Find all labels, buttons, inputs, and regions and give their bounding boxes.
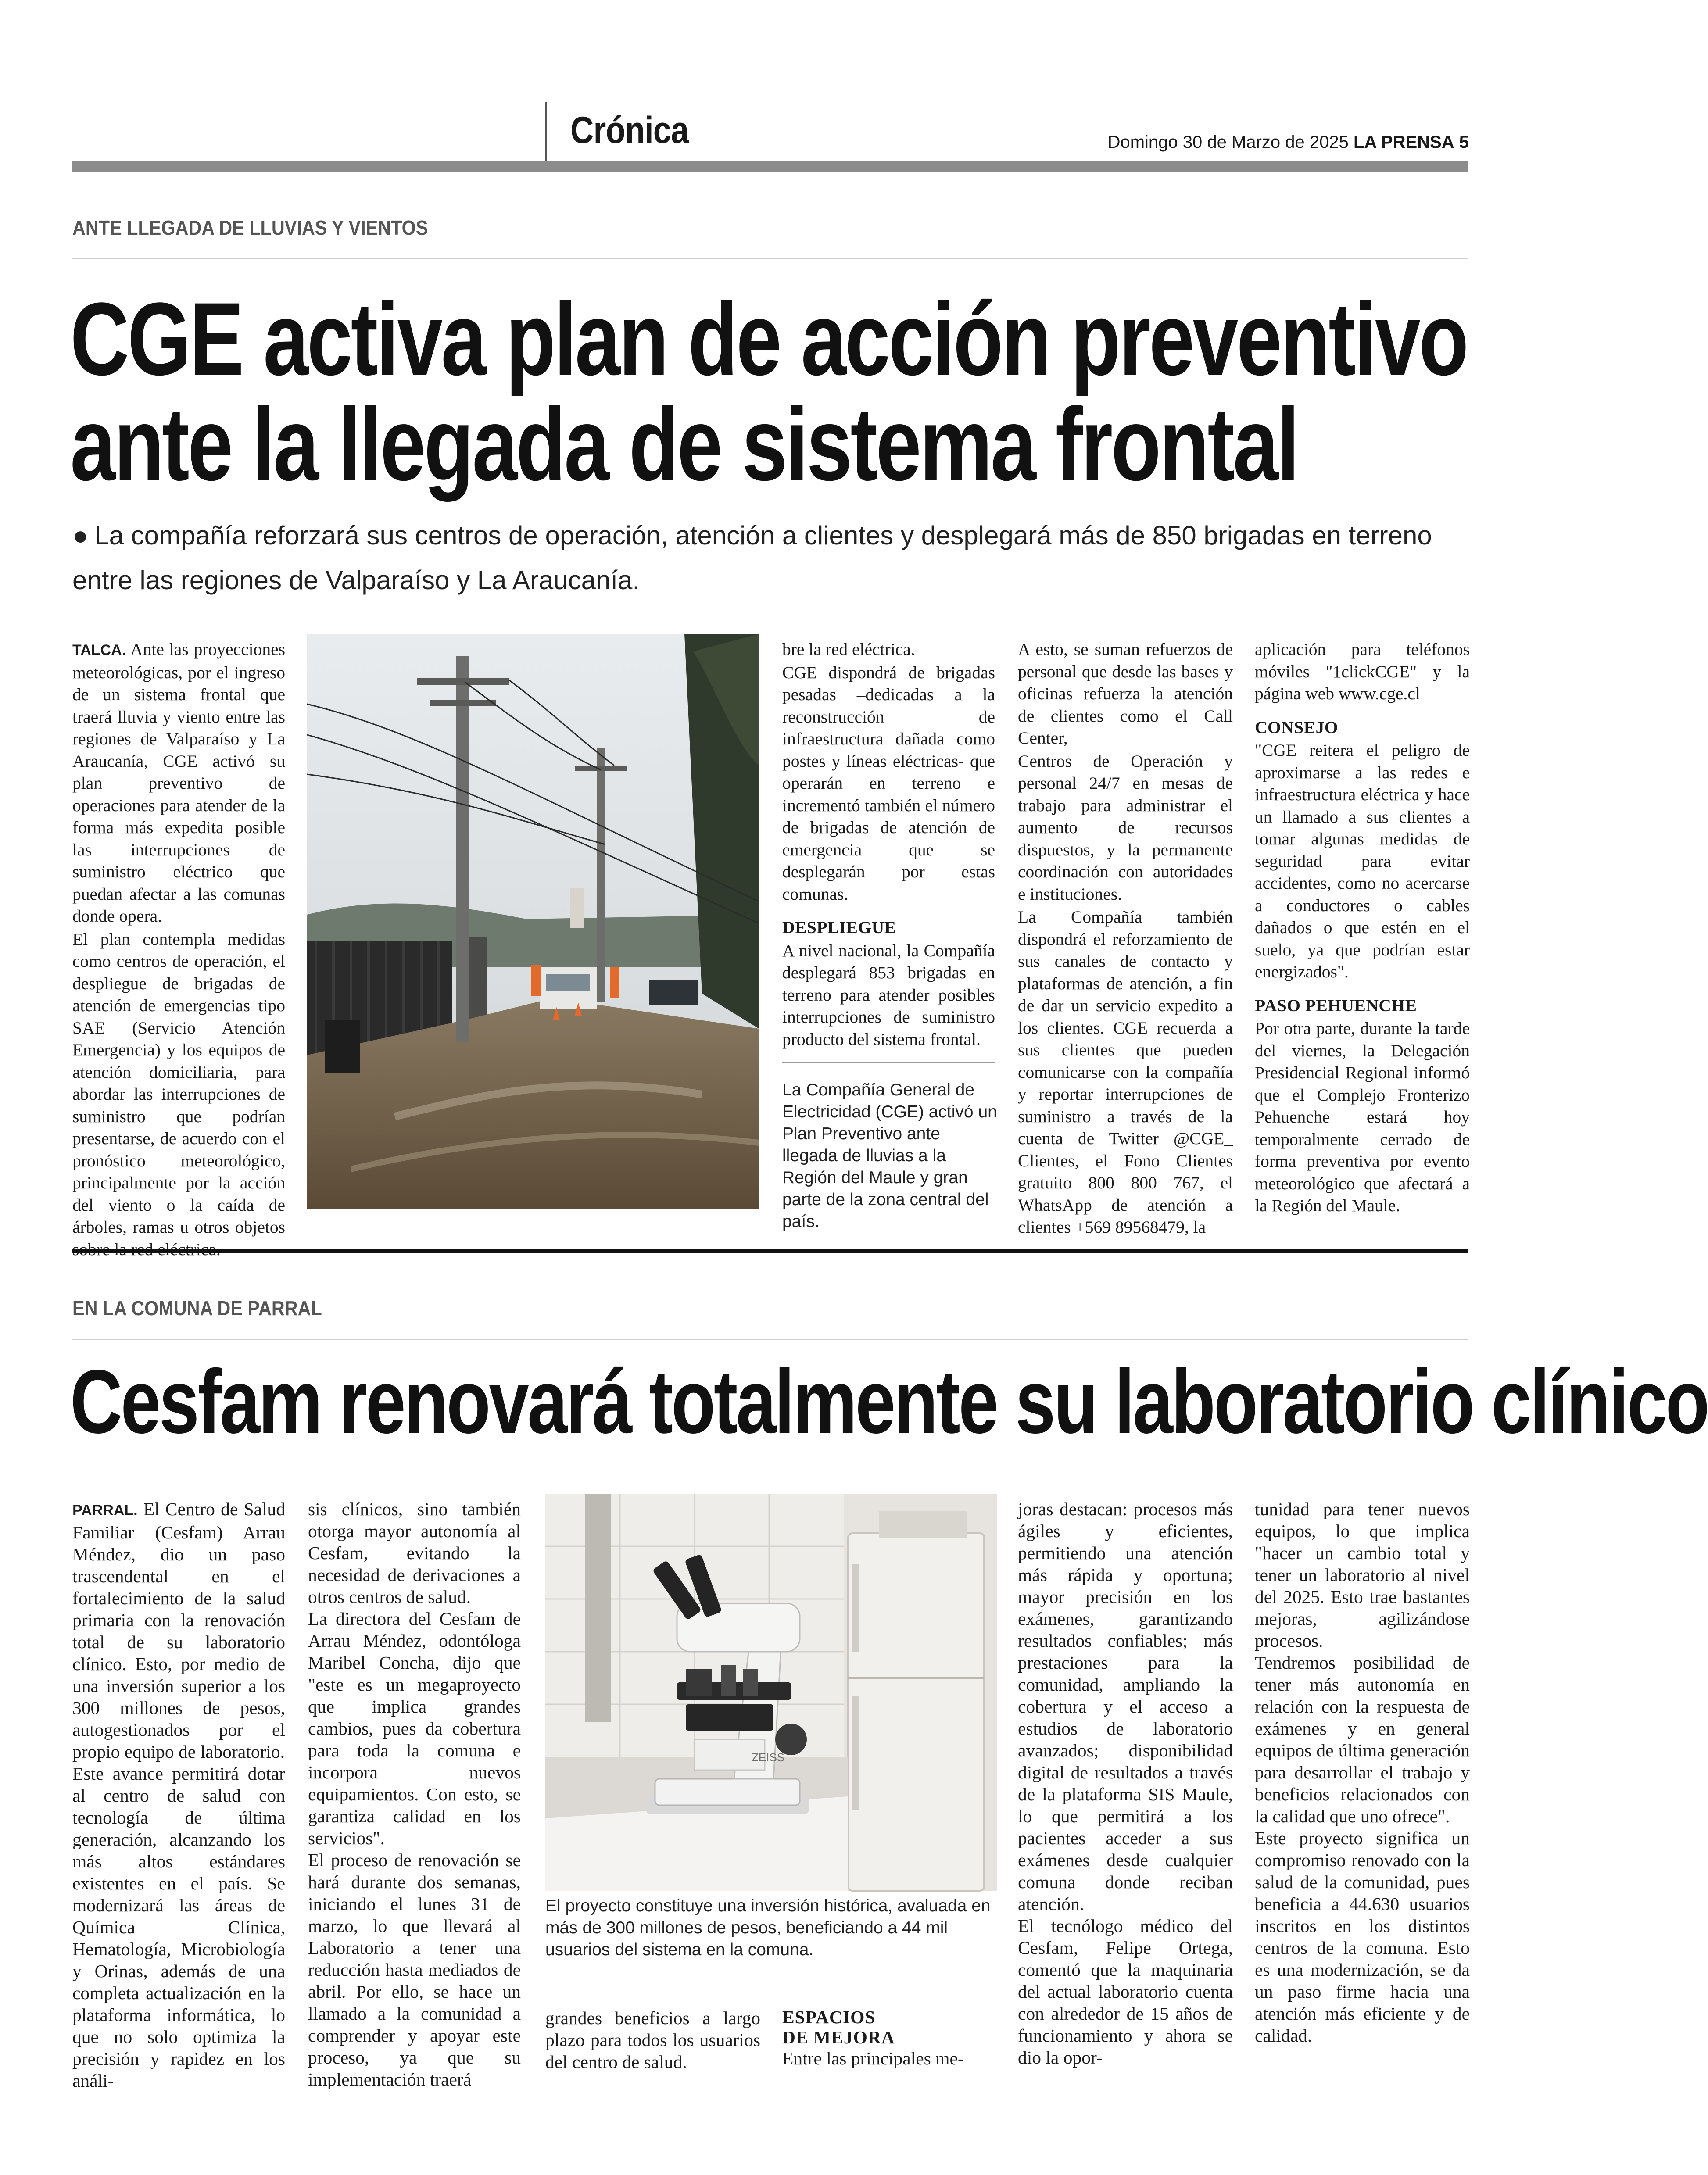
- dateline: PARRAL.: [72, 1502, 138, 1519]
- caption-rule: [782, 1062, 995, 1063]
- kicker-rule: [72, 1339, 1468, 1340]
- rainy-street-photo: [307, 634, 759, 1209]
- body-paragraph: Centros de Operación y personal 24/7 en mesas de trabajo para administrar el aumento de recursos dispuestos, y la permanente coordinación con autoridades e instituciones.: [1018, 751, 1233, 904]
- body-paragraph: "CGE reitera el peligro de aproximarse a las redes e infraestructura eléctrica y hace un llamado a sus clientes a tomar algunas medidas de seguridad para evitar accidentes, como no acercarse a conductores o cables dañados o que estén en el suelo, ya que podrían estar energizados".: [1255, 741, 1470, 981]
- body-paragraph: Tendremos posibilidad de tener más autonomía en relación con la respuesta de exámenes y en general equipos de última generación para desarrollar el trabajo y beneficios relacionados con la calidad que uno ofrece".: [1255, 1653, 1470, 1826]
- body-paragraph: Este avance permitirá dotar al centro de salud con tecnología de última generación, alcanzando los más altos estándares existentes en el país. Se modernizará las áreas de Química Clínica, Hematología, Microbiología y Orinas, además de una completa actualización en la plataforma informática, lo que no solo optimiza la precisión y rapidez en los análi-: [72, 1764, 285, 2091]
- article2-column-6: [1255, 1498, 1470, 2046]
- body-paragraph: A esto, se suman refuerzos de personal que desde las bases y oficinas refuerza la atención de clientes como el Call Center,: [1018, 640, 1233, 748]
- header-rule: [72, 161, 1468, 172]
- body-paragraph: El proceso de renovación se hará durante dos semanas, iniciando el lunes 31 de marzo, lo que llevará al Laboratorio a tener una reducción hasta mediados de abril. Por ello, se hace un llamado a la comunidad a comprender y apoyar este proceso, ya que su implementación traerá: [308, 1850, 521, 2089]
- body-paragraph: bre la red eléctrica.: [782, 640, 915, 659]
- body-paragraph: La Compañía también dispondrá el reforzamiento de sus canales de contacto y plataformas de atención, a fin de dar un servicio expedito a los clientes. CGE recuerda a sus clientes que pueden comunicarse con la compañía y reportar interrupciones de suministro a través de la cuenta de Twitter @CGE_ Clientes, el Fono Clientes gratuito 800 800 767, el WhatsApp de atención a clientes +569 89568479, la: [1018, 907, 1233, 1237]
- article1-column-4: [1255, 638, 1470, 1217]
- body-paragraph: joras destacan: procesos más ágiles y eficientes, permitiendo una atención más rápida y oportuna; mayor precisión en los exámenes, garantizando resultados confiables; más prestaciones para la comunidad, ampliando la cobertura y el acceso a estudios de laboratorio avanzados; disponibilidad digital de resultados a través de la plataforma SIS Maule, lo que permitirá a los pacientes acceder a sus exámenes desde cualquier comuna donde reciban atención.: [1018, 1499, 1233, 1914]
- body-paragraph: El tecnólogo médico del Cesfam, Felipe Ortega, comentó que la maquinaria del actual laboratorio cuenta con alrededor de 15 años de funcionamiento y ahora se dio la opor-: [1018, 1916, 1233, 2068]
- article2-photo-caption: El proyecto constituye una inversión histórica, avaluada en más de 300 millones de pesos, beneficiando a 44 mil usuarios del sistema en la comuna.: [545, 1896, 991, 1959]
- issue-date: Domingo 30 de Marzo de 2025: [1107, 132, 1349, 152]
- article-separator: [72, 1249, 1468, 1253]
- page-number: 5: [1459, 132, 1469, 152]
- bullet-icon: ●: [72, 521, 89, 550]
- publication-name: LA PRENSA: [1353, 132, 1454, 152]
- article1-kicker: ANTE LLEGADA DE LLUVIAS Y VIENTOS: [72, 216, 428, 239]
- body-paragraph: tunidad para tener nuevos equipos, lo que implica "hacer un cambio total y tener un laboratorio al nivel del 2025. Esto trae bastantes mejoras, agilizándose procesos.: [1255, 1499, 1470, 1651]
- laboratory-photo: [545, 1494, 997, 1891]
- section-title: Crónica: [570, 109, 689, 151]
- body-paragraph: Entre las principales me-: [782, 2048, 964, 2068]
- body-paragraph: El plan contempla medidas como centros de operación, el despliegue de brigadas de atención de emergencias tipo SAE (Servicio Atención Emergencia) y los equipos de atención domiciliaria, para abordar las interrupciones de suministro que podrían presentarse, de acuerdo con el pronóstico meteorológico, principalmente por la acción del viento o la caída de árboles, ramas u otros objetos: [72, 929, 285, 1237]
- body-paragraph: aplicación para teléfonos móviles "1clickCGE" y la página web www.cge.cl: [1255, 640, 1470, 703]
- article2-column-5: [1018, 1498, 1233, 2068]
- article1-headline-line2: ante la llegada de sistema frontal: [70, 386, 1298, 502]
- article1-photo-caption: La Compañía General de Electricidad (CGE) activó un Plan Preventivo ante llegada de lluvias a la Región del Maule y gran parte de la zona central del país.: [782, 1080, 997, 1231]
- article1-deck: [72, 513, 1468, 603]
- subheading-despliegue: DESPLIEGUE: [782, 918, 896, 937]
- article2-headline: Cesfam renovará totalmente su laboratorio clínico: [70, 1351, 1708, 1452]
- kicker-rule: [72, 258, 1468, 259]
- dateline: TALCA.: [72, 642, 126, 658]
- article2-photo-microscope: [545, 1494, 997, 1891]
- article2-column-3: [545, 2007, 760, 2073]
- article1-photo-power-lines: [307, 634, 759, 1209]
- article2-kicker: EN LA COMUNA DE PARRAL: [72, 1297, 322, 1320]
- body-paragraph: A nivel nacional, la Compañía desplegará 853 brigadas en terreno para atender posibles interrupciones de suministro producto del sistema frontal.: [782, 941, 995, 1049]
- article2-column-4: [782, 2007, 997, 2069]
- article1-headline-line1: CGE activa plan de acción preventivo: [70, 281, 1467, 397]
- body-paragraph: Este proyecto significa un compromiso renovado con la salud de la comunidad, pues beneficia a 44.630 usuarios inscritos en los distintos centros de la comuna. Esto es una modernización, se da un paso firme hacia una atención más eficiente y de calidad.: [1255, 1828, 1470, 2046]
- subheading-paso-pehuenche: PASO PEHUENCHE: [1255, 995, 1417, 1015]
- body-paragraph: El Centro de Salud Familiar (Cesfam) Arrau Méndez, dio un paso trascendental en el fortalecimiento de la salud primaria con la renovación total de su laboratorio clínico. Esto, por medio de una inversión superior a los 300 millones de pesos, autogestionados por el propio equipo de laboratorio.: [72, 1499, 285, 1762]
- page-dateline: [1108, 132, 1469, 152]
- body-paragraph: Ante las proyecciones meteorológicas, por el ingreso de un sistema frontal que traerá lluvia y viento entre las regiones de Valparaíso y La Araucanía, CGE activó su plan preventivo de operaciones para atender de la forma más expedita posible las interrupciones de suministro eléctrico que puedan afectar a las comunas donde opera.: [72, 640, 285, 926]
- body-paragraph: grandes beneficios a largo plazo para todos los usuarios del centro de salud.: [545, 2008, 760, 2072]
- article2-column-2: [308, 1498, 521, 2090]
- subheading-consejo: CONSEJO: [1255, 717, 1339, 737]
- article1-column-2: [782, 638, 995, 1050]
- body-paragraph: sis clínicos, sino también otorga mayor autonomía al Cesfam, evitando la necesidad de derivaciones a otros centros de salud.: [308, 1499, 521, 1607]
- subheading-espacios-de-mejora: ESPACIOS DE MEJORA: [782, 2007, 895, 2047]
- svg-text:ZEISS: ZEISS: [752, 1751, 785, 1764]
- body-paragraph: La directora del Cesfam de Arrau Méndez, odontóloga Maribel Concha, dijo que "este es un megaproyecto que implica grandes cambios, pues da cobertura para toda la comuna e incorpora nuevos equipamientos. Con esto, se garantiza calidad en los servicios".: [308, 1609, 521, 1848]
- deck-text: La compañía reforzará sus centros de operación, atención a clientes y desplegará más de 850 brigadas en terreno entre las regiones de Valparaíso y La Araucanía.: [72, 521, 1432, 595]
- article1-column-1: [72, 638, 285, 1260]
- article1-column-3: [1018, 638, 1233, 1238]
- body-paragraph: CGE dispondrá de brigadas pesadas –dedicadas a la reconstrucción de infraestructura dañada como postes y líneas eléctricas- que operarán en terreno e incrementó también el número de brigadas de atención de emergencia que se desplegarán por estas comunas.: [782, 662, 995, 904]
- header-divider: [545, 102, 547, 162]
- article2-column-1: [72, 1498, 285, 2092]
- body-paragraph: Por otra parte, durante la tarde del viernes, la Delegación Presidencial Regional informó que el Complejo Fronterizo Pehuenche estará hoy temporalmente cerrado de forma preventiva por evento meteorológico que afectará a la Región del Maule.: [1255, 1019, 1470, 1215]
